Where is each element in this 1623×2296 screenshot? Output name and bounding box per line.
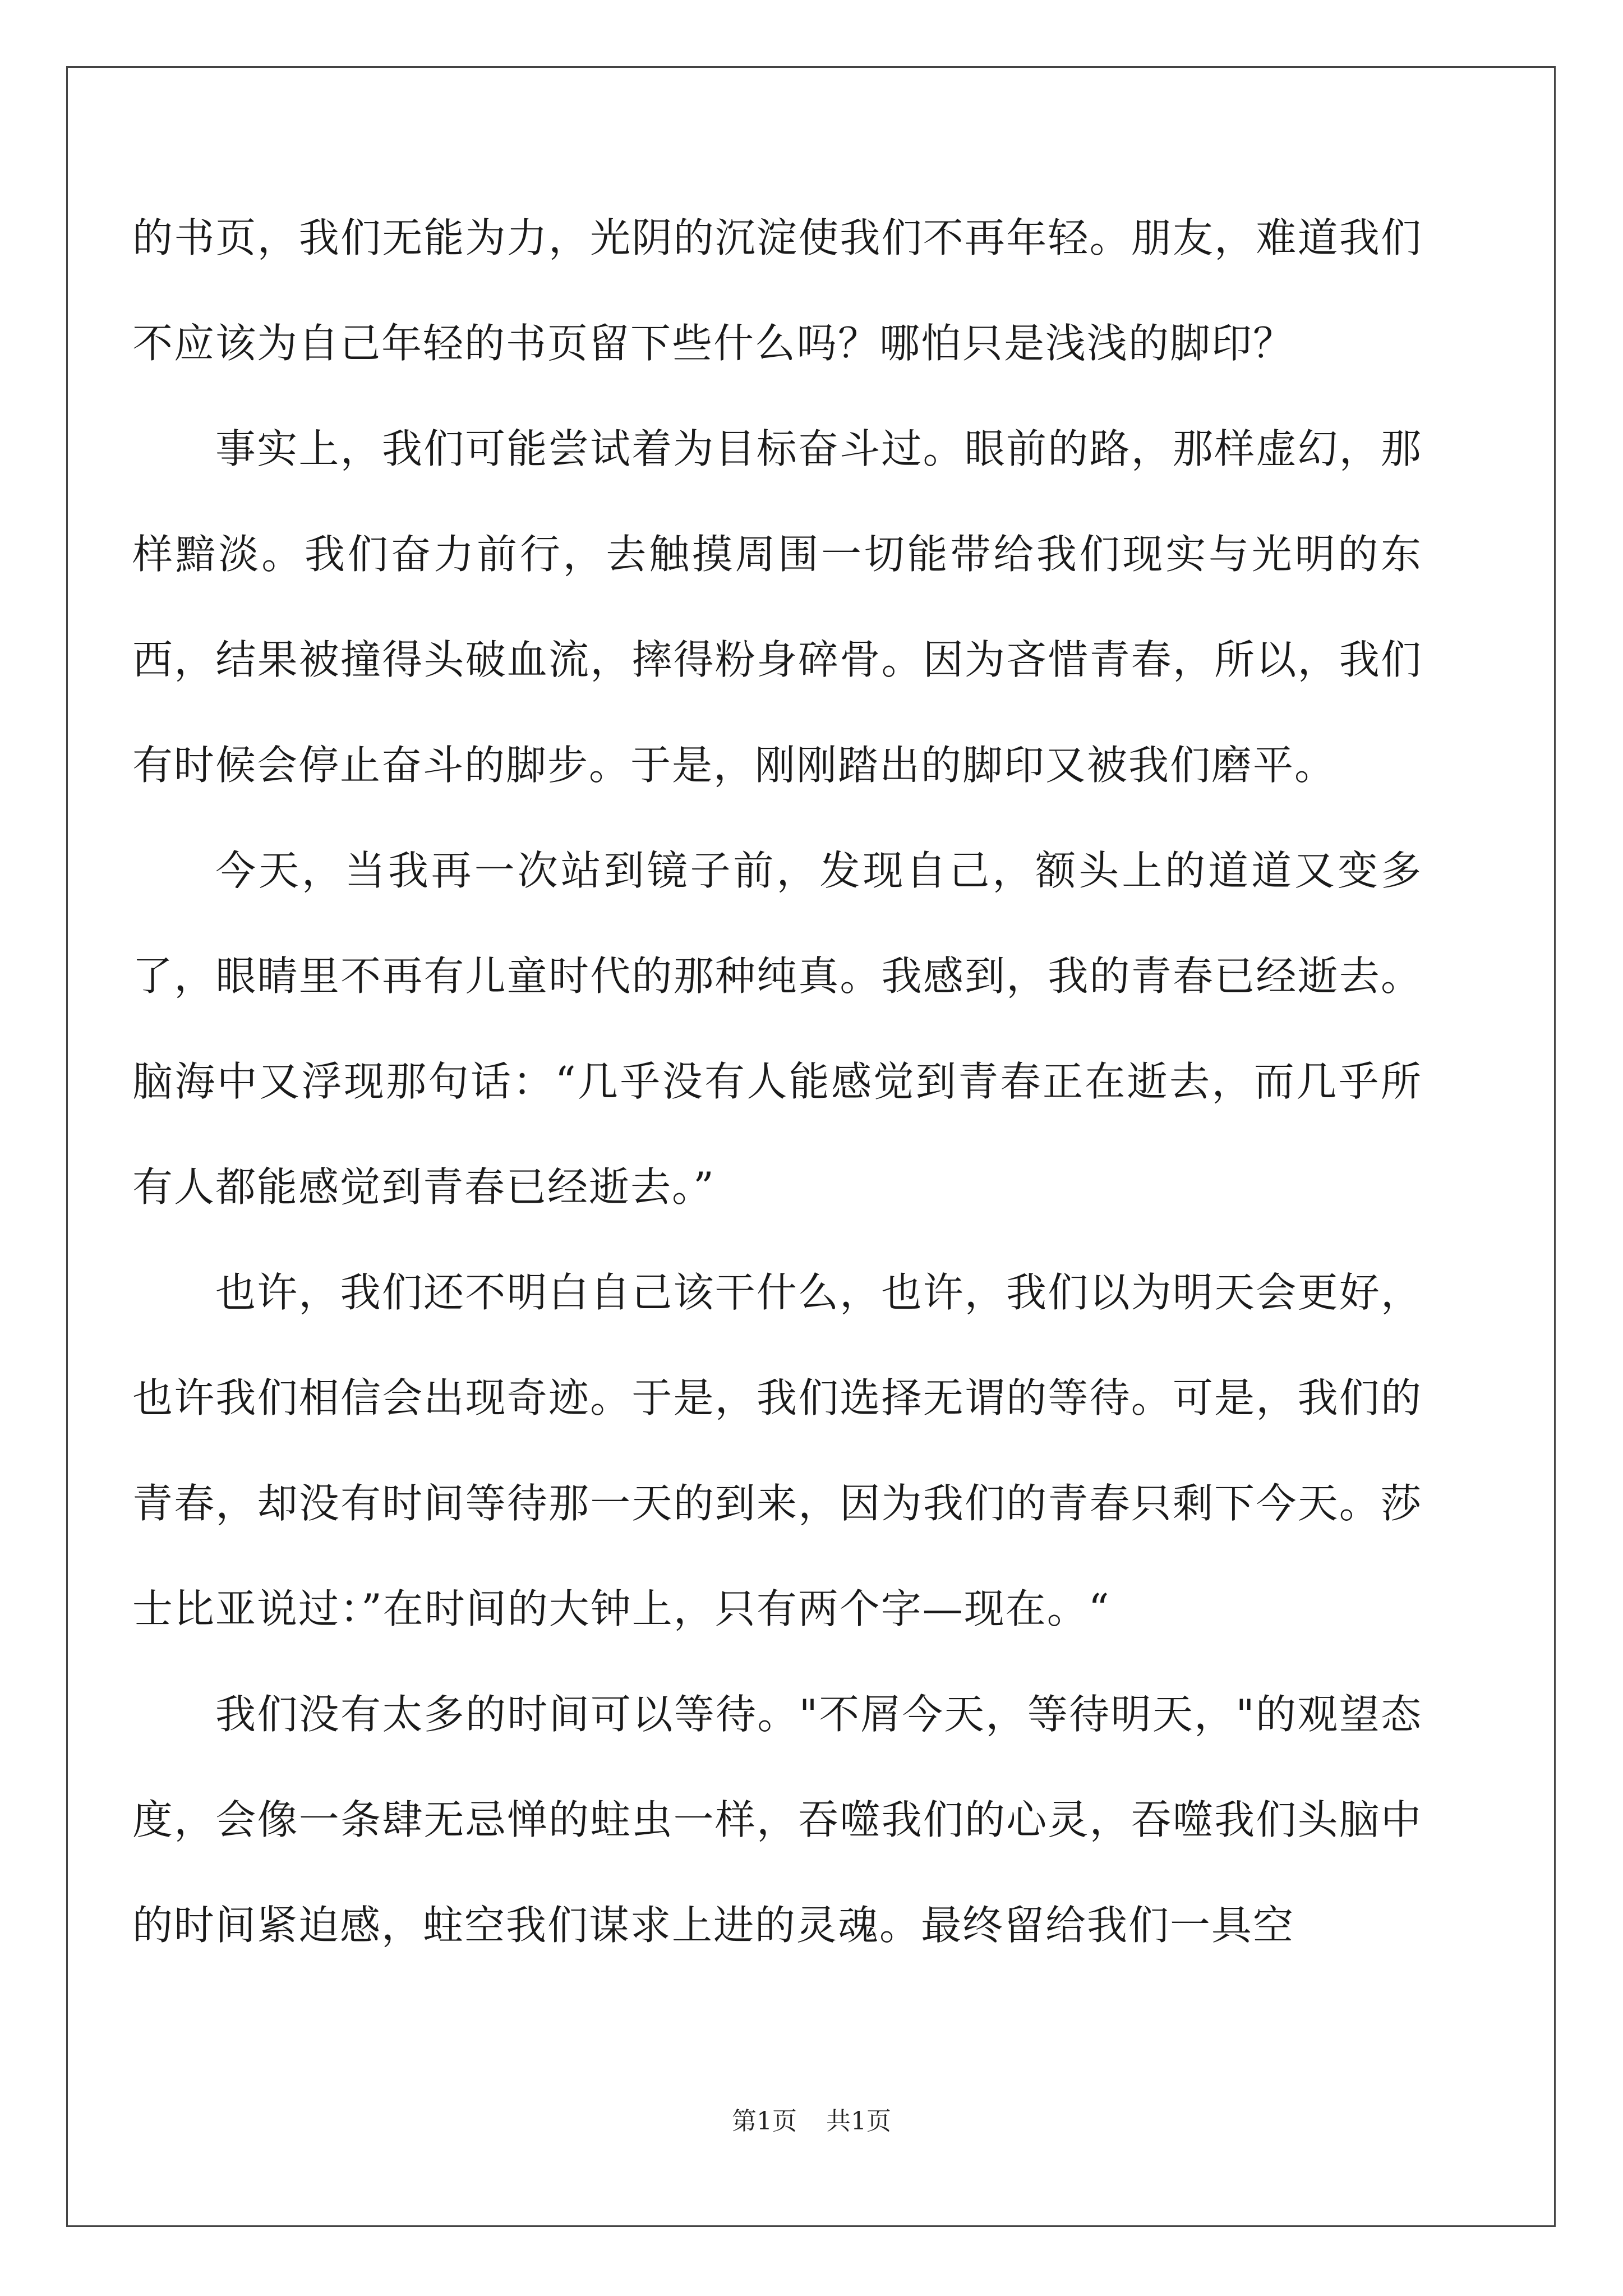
page-footer [0, 2101, 1623, 2137]
paragraph-1: 的书页，我们无能为力，光阴的沉淀使我们不再年轻。朋友，难道我们不应该为自己年轻的书页留下些什么吗？哪怕只是浅浅的脚印？ [132, 214, 1422, 367]
paragraph-4: 也许，我们还不明白自己该干什么，也许，我们以为明天会更好，也许我们相信会出现奇迹。于是，我们选择无谓的等待。可是，我们的青春，却没有时间等待那一天的到来，因为我们的青春只剩下今天。莎士比亚说过：”在时间的大钟上，只有两个字—现在。“ [132, 1269, 1422, 1632]
document-body [132, 185, 1422, 1978]
page-number: 第1页 [732, 2107, 797, 2136]
paragraph-2: 事实上，我们可能尝试着为目标奋斗过。眼前的路，那样虚幻，那样黯淡。我们奋力前行，去触摸周围一切能带给我们现实与光明的东西，结果被撞得头破血流，摔得粉身碎骨。因为吝惜青春，所以，我们有时候会停止奋斗的脚步。于是，刚刚踏出的脚印又被我们磨平。 [132, 425, 1422, 789]
paragraph-3: 今天，当我再一次站到镜子前，发现自己，额头上的道道又变多了，眼睛里不再有儿童时代的那种纯真。我感到，我的青春已经逝去。脑海中又浮现那句话：“几乎没有人能感觉到青春正在逝去，而几乎所有人都能感觉到青春已经逝去。” [132, 847, 1422, 1211]
page-total: 共1页 [826, 2107, 891, 2136]
paragraph-5: 我们没有太多的时间可以等待。"不屑今天，等待明天，"的观望态度，会像一条肆无忌惮的蛀虫一样，吞噬我们的心灵，吞噬我们头脑中的时间紧迫感，蛀空我们谋求上进的灵魂。最终留给我们一具空 [132, 1691, 1422, 1949]
